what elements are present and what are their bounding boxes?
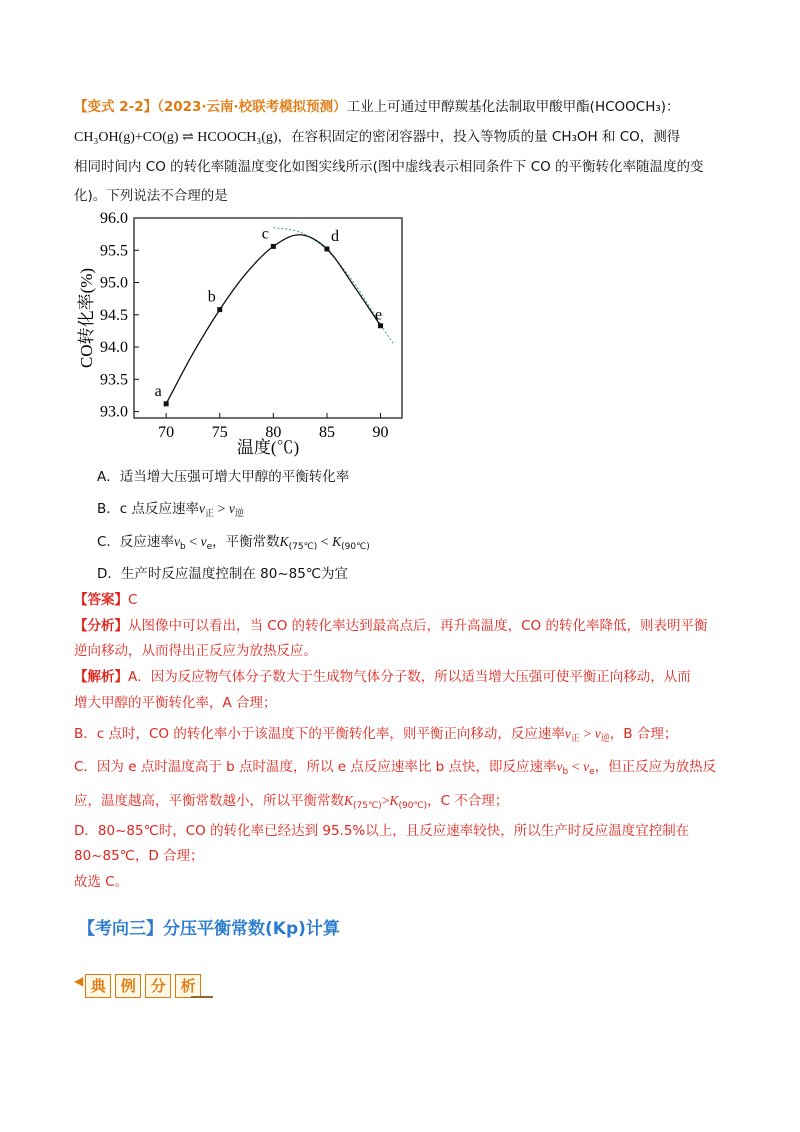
- option-c-s1: b: [179, 542, 186, 552]
- question-header: [74, 97, 680, 117]
- x-tick-label: 85: [318, 424, 335, 441]
- option-b: [97, 499, 244, 524]
- explain-line-a2: 增大甲醇的平衡转化率，A 合理；: [74, 695, 277, 711]
- data-point-d: [324, 246, 329, 251]
- data-point-label: e: [375, 306, 383, 324]
- explain-c2: 应，温度越高，平衡常数越小，所以平衡常数: [74, 793, 344, 809]
- co-conversion-chart: [66, 204, 416, 460]
- explain-c2-end: ，C 不合理；: [427, 793, 509, 809]
- y-tick-label: 96.0: [100, 210, 128, 227]
- option-d: D．生产时反应温度控制在 80~85℃为宜: [97, 566, 349, 582]
- option-b-s2: 逆: [234, 509, 244, 519]
- option-c-v2: v: [200, 534, 207, 549]
- explain-c-op: <: [568, 760, 584, 775]
- x-tick-label: 80: [265, 424, 282, 441]
- badge-char-1: 典: [85, 974, 111, 998]
- option-c: [97, 532, 370, 557]
- option-b-s1: 正: [204, 509, 214, 519]
- data-point-label: a: [154, 382, 162, 400]
- explain-c-ks2: (90℃): [398, 801, 428, 811]
- x-axis-label: 温度(℃): [236, 438, 300, 457]
- explain-b-end: ，B 合理；: [609, 726, 678, 742]
- data-point-label: d: [330, 227, 339, 245]
- x-tick-label: 90: [372, 424, 389, 441]
- explain-end: 故选 C。: [74, 874, 129, 890]
- x-tick-label: 75: [211, 424, 228, 441]
- explain-a1: A．因为反应物气体分子数大于生成物气体分子数，所以适当增大压强可使平衡正向移动，从而: [128, 669, 691, 685]
- question-intro: 工业上可通过甲醇羰基化法制取甲酸甲酯(HCOOCH₃)：: [346, 99, 680, 115]
- question-source: （2023·云南·校联考模拟预测）: [157, 99, 347, 115]
- explain-b-s1: 正: [570, 734, 580, 744]
- data-point-a: [164, 401, 169, 406]
- explain-line-d2: 80~85℃，D 合理；: [74, 848, 204, 864]
- data-point-b: [217, 307, 222, 312]
- option-c-ks1: (75℃): [288, 542, 318, 552]
- data-point-c: [271, 244, 276, 249]
- option-c-s2: e: [206, 542, 213, 552]
- y-tick-label: 94.5: [100, 306, 128, 324]
- question-equation-line: [74, 127, 680, 148]
- explain-c-k1: K: [344, 793, 354, 808]
- y-tick-label: 95.5: [100, 242, 128, 260]
- option-c-v1: v: [173, 534, 180, 549]
- option-b-text: B．c 点反应速率: [97, 501, 199, 517]
- explain-line-a1: [74, 667, 691, 687]
- option-c-op: <: [185, 535, 201, 550]
- explain-c-s1: b: [562, 767, 569, 777]
- question-tag: 【变式 2-2】: [74, 99, 158, 115]
- badge-char-4: 析: [175, 974, 201, 998]
- question-line3: 相同时间内 CO 的转化率随温度变化如图实线所示(图中虚线表示相同条件下 CO 的平衡转化率随温度的变: [74, 159, 704, 175]
- data-point-e: [378, 323, 383, 328]
- answer-line: [74, 590, 137, 610]
- data-point-label: b: [207, 288, 216, 306]
- book-icon: [191, 990, 213, 998]
- explain-c-ks1: (75℃): [353, 801, 382, 811]
- y-axis-label: CO转化率(%): [77, 267, 96, 369]
- option-b-v2: v: [228, 501, 235, 516]
- x-tick-label: 70: [158, 424, 175, 441]
- analysis-line2: 逆向移动，从而得出正反应为放热反应。: [74, 643, 317, 659]
- option-c-text: C．反应速率: [97, 534, 174, 550]
- explain-c-k2: K: [389, 793, 399, 808]
- option-c-k2: K: [332, 534, 342, 549]
- answer-label: 【答案】: [74, 592, 128, 608]
- speaker-icon: ◀: [74, 974, 84, 988]
- explain-label: 【解析】: [74, 669, 128, 685]
- option-c-k1: K: [279, 534, 289, 549]
- data-point-label: c: [261, 225, 269, 243]
- explain-c-v2: v: [583, 759, 590, 774]
- analysis-text1: 从图像中可以看出，当 CO 的转化率达到最高点后，再升高温度，CO 的转化率降低，则表明平衡: [128, 618, 708, 634]
- answer-value: C: [128, 592, 138, 608]
- y-tick-label: 95.0: [100, 274, 128, 292]
- explain-b1: B．c 点时，CO 的转化率小于该温度下的平衡转化率，则平衡正向移动，反应速率: [74, 726, 565, 742]
- y-axis-ticks: [100, 210, 139, 421]
- explain-c-kop: >: [381, 794, 390, 809]
- option-a: A．适当增大压强可增大甲醇的平衡转化率: [97, 469, 350, 485]
- option-b-v1: v: [198, 501, 205, 516]
- option-c-kop: <: [317, 535, 333, 550]
- explain-b-s2: 逆: [600, 734, 610, 744]
- equilibrium-conversion-curve: [273, 228, 393, 344]
- question-line4: 化)。下列说法不合理的是: [74, 188, 228, 204]
- question-line2: ，在容积固定的密闭容器中，投入等物质的量 CH₃OH 和 CO，测得: [277, 129, 681, 145]
- option-c-ks2: (90℃): [341, 542, 370, 552]
- explain-c-end: ，但正反应为放热反: [594, 759, 717, 775]
- badge-char-2: 例: [115, 974, 141, 998]
- explain-b-v2: v: [594, 726, 601, 741]
- analysis-line1: [74, 616, 707, 636]
- explain-b-v1: v: [564, 726, 571, 741]
- explain-c1: C．因为 e 点时温度高于 b 点时温度，所以 e 点反应速率比 b 点快，即反应速率: [74, 759, 557, 775]
- explain-line-c2: [74, 791, 508, 816]
- explain-line-b: [74, 724, 677, 749]
- y-tick-label: 93.0: [100, 403, 128, 421]
- y-tick-label: 93.5: [100, 371, 128, 389]
- option-b-op: >: [214, 502, 229, 517]
- y-tick-label: 94.0: [100, 339, 128, 357]
- explain-c-s2: e: [589, 767, 595, 777]
- explain-c-v1: v: [556, 759, 563, 774]
- actual-conversion-curve: [166, 235, 383, 404]
- example-analysis-badge: [74, 974, 213, 998]
- reaction-equation: CH₃OH(g)+CO(g) ⇌ HCOOCH₃(g): [74, 130, 278, 145]
- explain-line-d1: D．80~85℃时，CO 的转化率已经达到 95.5%以上，且反应速率较快，所以生产时反应温度宜控制在: [74, 823, 690, 839]
- section-title: 【考向三】分压平衡常数(Kp)计算: [78, 919, 340, 939]
- badge-char-3: 分: [145, 974, 171, 998]
- explain-line-c1: [74, 757, 716, 782]
- x-axis-ticks: [158, 413, 388, 441]
- explain-b-op: >: [579, 727, 595, 742]
- option-c-mid: ，平衡常数: [212, 534, 280, 550]
- analysis-label: 【分析】: [74, 618, 128, 634]
- data-points: [155, 225, 383, 406]
